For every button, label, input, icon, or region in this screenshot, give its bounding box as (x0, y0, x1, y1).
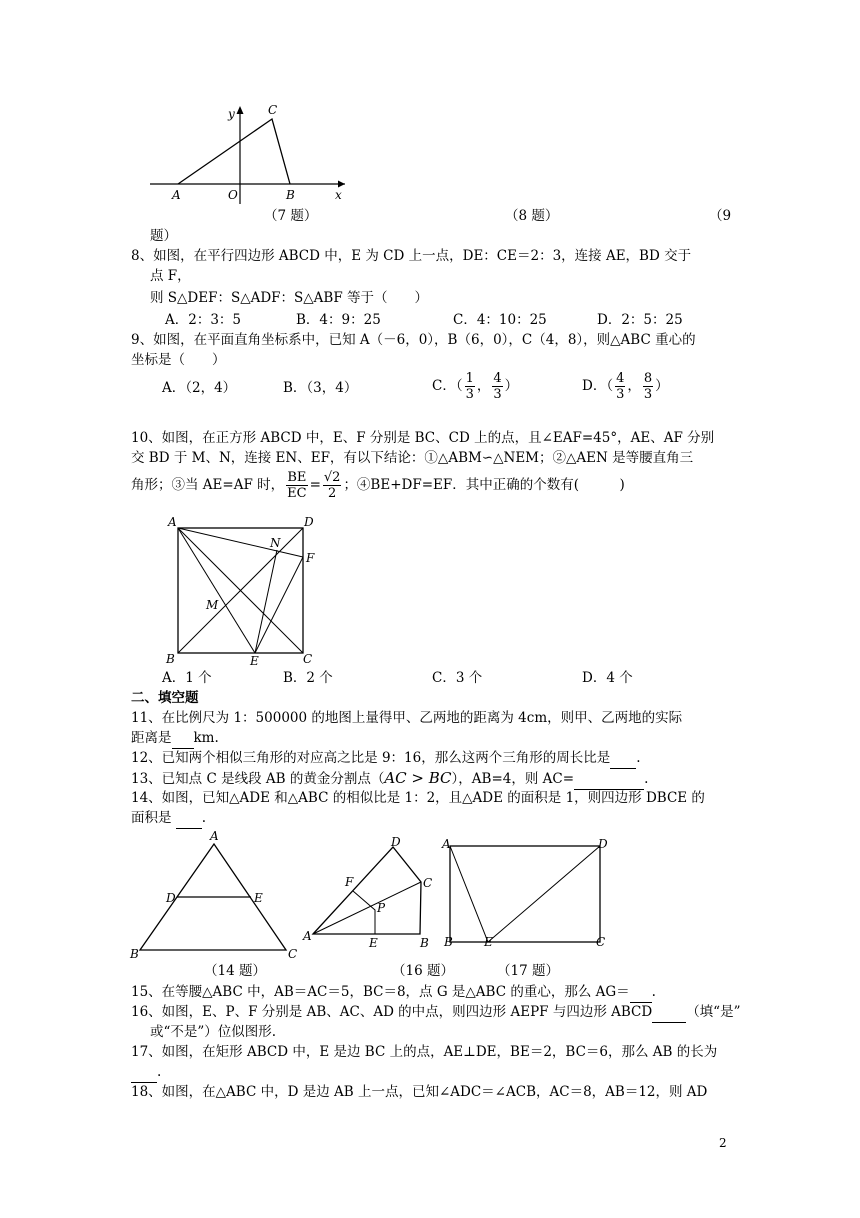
fig14-label-e: E (254, 891, 263, 905)
q17-line1: 17、如图，在矩形 ABCD 中，E 是边 BC 上的点，AE⊥DE，BE＝2，BC＝6，那么 AB 的长为 (131, 1044, 718, 1060)
fig10-label-a: A (168, 515, 177, 529)
q12-line: 12、已知两个相似三角形的对应高之比是 9：16，那么这两个三角形的周长比是 . (131, 748, 641, 769)
caption-q14: （14 题） (204, 963, 266, 979)
q11-line2: 距离是 km. (131, 728, 219, 749)
fig16-label-p: P (377, 901, 386, 915)
q17-line2: . (131, 1062, 161, 1083)
fig16-label-f: F (345, 875, 354, 889)
fig7-label-y: y (228, 107, 235, 121)
q8-option-b: B．4：9：25 (296, 312, 381, 328)
fig17-label-c: C (596, 935, 606, 949)
q10-stem-line2: 交 BD 于 M、N，连接 EN、EF，有以下结论：①△ABM∽△NEM；②△AEN 是等腰直角三 (131, 450, 694, 466)
figure-q17 (440, 834, 618, 952)
fig10-label-f: F (306, 551, 315, 565)
q8-stem-line1: 8、如图，在平行四边形 ABCD 中，E 为 CD 上一点，DE：CE＝2：3，连接 AE，BD 交于 (131, 248, 692, 264)
q8-stem-line2: 点 F， (150, 268, 191, 284)
q13-condition: AC > BC (384, 769, 452, 787)
fig7-label-c: C (268, 103, 278, 117)
figure-q14 (128, 826, 308, 964)
fig7-label-o: O (228, 188, 238, 202)
q17-answer-blank[interactable] (131, 1062, 157, 1083)
fig17-label-b: B (444, 935, 453, 949)
figure-q16 (302, 834, 440, 952)
fig10-label-c: C (303, 652, 313, 666)
q8-option-c: C．4：10：25 (453, 312, 547, 328)
q10-option-a: A．1 个 (162, 670, 212, 686)
fig10-label-b: B (166, 652, 175, 666)
q9-option-c-frac2: $\frac{4}{3}$ (493, 371, 502, 402)
q10-stem-line1: 10、如图，在正方形 ABCD 中，E、F 分别是 BC、CD 上的点，且∠EAF=45°，AE、AF 分别 (131, 430, 715, 446)
q9-option-d-prefix: D．（ (582, 378, 614, 394)
q14-line2: 面积是 . (131, 808, 206, 829)
fig17-label-d: D (598, 837, 608, 851)
q8-option-a: A．2：3：5 (165, 312, 242, 328)
q16-answer-blank[interactable] (652, 1002, 686, 1023)
caption-q9-part1: （9 (709, 208, 732, 224)
q9-option-d: D．（ $\frac{4}{3}$ ， $\frac{8}{3}$ ） (582, 371, 669, 402)
q13-answer-blank[interactable] (574, 769, 644, 790)
fig17-label-e: E (484, 935, 493, 949)
fig10-label-e: E (250, 654, 259, 668)
q8-option-d: D．2：5：25 (597, 312, 683, 328)
q10-option-b: B．2 个 (283, 670, 333, 686)
q9-option-b: B．（3，4） (283, 380, 358, 396)
fig17-label-a: A (442, 837, 451, 851)
q10-stem-line3: 角形；③当 AE=AF 时， $\frac{BE}{EC}$ = $\frac{√2}{2}$ ；④BE+DF=EF．其中正确的个数有( ) (131, 470, 625, 501)
fig7-label-x: x (335, 188, 342, 202)
fig7-label-a: A (172, 188, 181, 202)
q11-answer-blank[interactable] (172, 728, 194, 749)
fig16-label-b: B (420, 936, 429, 950)
caption-q8: （8 题） (505, 208, 559, 224)
q9-option-c: C．（ $\frac{1}{3}$ ， $\frac{4}{3}$ ） (432, 371, 519, 402)
q9-option-c-frac1: $\frac{1}{3}$ (465, 371, 474, 402)
q13-line: 13、已知点 C 是线段 AB 的黄金分割点（AC > BC），AB=4，则 AC= . (131, 768, 648, 790)
q10-option-c: C．3 个 (432, 670, 483, 686)
q9-option-c-prefix: C．（ (432, 378, 463, 394)
q16-line2: 或“不是”）位似图形. (150, 1024, 277, 1040)
q9-stem-line2: 坐标是（ ） (131, 352, 226, 368)
figure-q10 (160, 512, 330, 670)
q10-frac-sqrt2: $\frac{√2}{2}$ (323, 470, 341, 501)
caption-q9-part2: 题） (150, 228, 177, 244)
q9-stem-line1: 9、如图，在平面直角坐标系中，已知 A（－6，0），B（6，0），C（4，8），则△ABC 重心的 (131, 332, 696, 348)
q15-answer-blank[interactable] (630, 982, 652, 1003)
q10-frac-be-ec: $\frac{BE}{EC}$ (287, 470, 307, 501)
q10-option-d: D．4 个 (582, 670, 633, 686)
q14-line1: 14、如图，已知△ADE 和△ABC 的相似比是 1：2，且△ADE 的面积是 1，则四边形 DBCE 的 (131, 790, 705, 806)
fig14-label-d: D (166, 891, 176, 905)
section-heading-fill-in: 二、填空题 (131, 690, 199, 706)
fig16-label-d: D (391, 835, 401, 849)
q18-line1: 18、如图，在△ABC 中，D 是边 AB 上一点，已知∠ADC＝∠ACB，AC＝8，AB＝12，则 AD (131, 1084, 708, 1100)
fig14-label-a: A (210, 829, 219, 843)
page-number: 2 (719, 1136, 727, 1150)
q12-answer-blank[interactable] (610, 748, 636, 769)
q15-line: 15、在等腰△ABC 中，AB＝AC＝5，BC＝8，点 G 是△ABC 的重心，那么 AG＝ . (131, 982, 656, 1003)
fig14-label-b: B (130, 947, 139, 961)
q9-option-a: A．（2，4） (162, 380, 237, 396)
q16-line1: 16、如图，E、P、F 分别是 AB、AC、AD 的中点，则四边形 AEPF 与四边形 ABCD （填“是” (131, 1002, 741, 1023)
fig10-label-n: N (270, 536, 281, 550)
fig14-label-c: C (288, 947, 298, 961)
q8-stem-line3: 则 S△DEF：S△ADF：S△ABF 等于（ ） (150, 290, 428, 306)
q11-line1: 11、在比例尺为 1：500000 的地图上量得甲、乙两地的距离为 4cm，则甲、乙两地的实际 (131, 710, 683, 726)
q9-option-d-frac1: $\frac{4}{3}$ (616, 371, 625, 402)
figure-q7 (140, 100, 360, 206)
q9-option-d-frac2: $\frac{8}{3}$ (643, 371, 653, 402)
fig10-label-d: D (304, 515, 314, 529)
caption-q7: （7 题） (264, 208, 318, 224)
caption-q17: （17 题） (497, 963, 559, 979)
fig7-label-b: B (286, 188, 295, 202)
fig16-label-e: E (369, 936, 378, 950)
fig16-label-a: A (303, 929, 312, 943)
fig16-label-c: C (423, 876, 433, 890)
caption-q16: （16 题） (392, 963, 454, 979)
fig10-label-m: M (206, 598, 219, 612)
